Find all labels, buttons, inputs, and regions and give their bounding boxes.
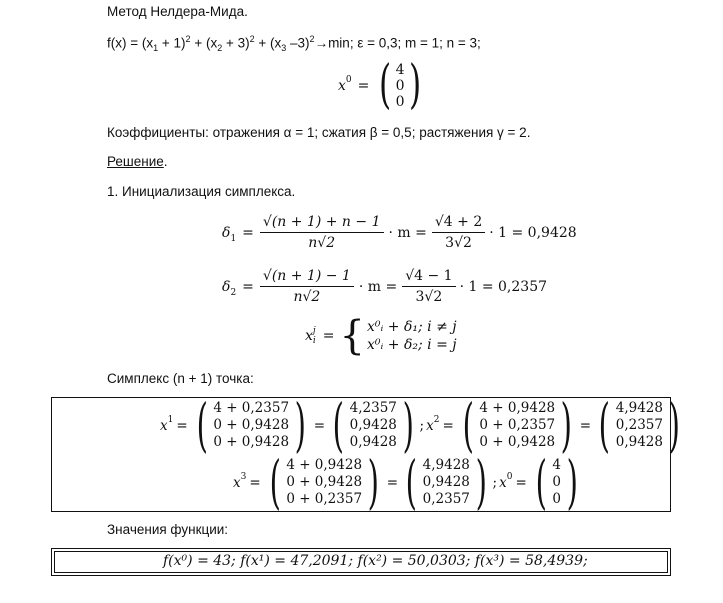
solution-label: Решение. [107, 154, 168, 169]
x2-value-vector: ( 4,9428 0,2357 0,9428 ) [598, 391, 680, 460]
problem-statement: $f(x) = (x_1 + 1)^2 + (x_2 + 3)^2 + (x_3$ –3)$^2$→min; ε = 0,3; m = 1; n = 3; [107, 34, 481, 54]
simplex-row-1: x $^1$ = ( 4 + 0,2357 0 + 0,9428 0 + 0,9428 ) = ( 4,2357 0,9428 0,9428 ) ; x $^2$ = ( 4 + 0,9428 0 + 0,2357 0 + 0,9428 ) = ( 4,9428 0,2357 0,9428 ) [160, 400, 686, 451]
x0-vector: ( 4 0 0 ) [379, 55, 421, 116]
heading: Метод Нелдера-Мида. [107, 4, 248, 19]
x1-expression-vector: ( 4 + 0,2357 0 + 0,9428 0 + 0,9428 ) [196, 391, 307, 460]
values-label: Значения функции: [107, 522, 229, 537]
arrow-icon: → [314, 35, 329, 51]
delta1-formula: δ $_1$ = $\frac{√(n + 1) + n - 1}{n√2}$ · m = $\frac{√4 + 2}{3√2}$ · 1 = 0,9428 [222, 214, 577, 252]
coefficients: Коэффициенты: отражения α = 1; сжатия β = 0,5; растяжения γ = 2. [107, 125, 531, 140]
xji-piecewise: x j i = { x⁰ᵢ + δ₁; i ≠ j x⁰ᵢ + δ₂; i = j [305, 313, 457, 359]
x1-value-vector: ( 4,2357 0,9428 0,9428 ) [332, 391, 414, 460]
left-brace: { [339, 313, 365, 359]
function-values: f(x⁰) = 43; f(x¹) = 47,2091; f(x²) = 50,0303; f(x³) = 58,4939; [163, 553, 588, 569]
x0-vector-equation: x $^0$ = ( 4 0 0 ) [338, 62, 425, 110]
step-1-heading: 1. Инициализация симплекса. [107, 184, 296, 199]
delta2-formula: δ $_2$ = $\frac{√(n + 1) - 1}{n√2}$ · m = $\frac{√4 - 1}{3√2}$ · 1 = 0,2357 [222, 268, 548, 306]
simplex-row-2: x $^3$ = ( 4 + 0,9428 0 + 0,9428 0 + 0,2357 ) = ( 4,9428 0,9428 0,2357 ) ; x $^0$ = ( 4 0 0 ) [233, 457, 584, 508]
x3-value-vector: ( 4,9428 0,9428 0,2357 ) [405, 448, 487, 517]
x0-value-vector: ( 4 0 0 ) [535, 448, 578, 517]
x3-expression-vector: ( 4 + 0,9428 0 + 0,9428 0 + 0,2357 ) [269, 448, 380, 517]
simplex-label: Симплекс (n + 1) точка: [107, 371, 254, 386]
x2-expression-vector: ( 4 + 0,9428 0 + 0,2357 0 + 0,9428 ) [462, 391, 573, 460]
